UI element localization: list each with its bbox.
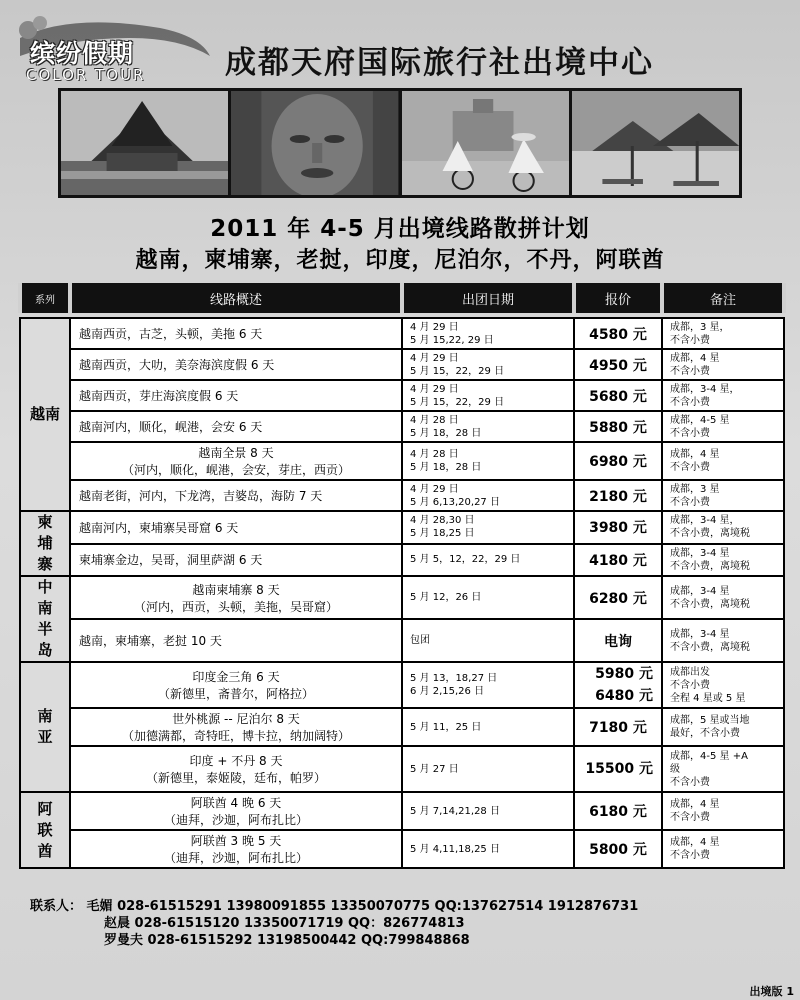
departure-dates: 4 月 29 日 5 月 15，22，29 日 — [402, 349, 574, 380]
remarks: 成都，4-5 星 +A 级 不含小费 — [662, 746, 784, 792]
category-uae: 阿联酋 — [20, 792, 70, 868]
stone-face-photo — [231, 91, 398, 195]
departure-dates: 5 月 12，26 日 — [402, 576, 574, 619]
table-row — [20, 411, 784, 442]
departure-dates: 5 月 13，18,27 日 6 月 2,15,26 日 — [402, 662, 574, 708]
price: 3980 元 — [574, 511, 662, 544]
temple-photo — [61, 91, 228, 195]
remarks: 成都，4 星 不含小费 — [662, 792, 784, 830]
price: 电询 — [574, 619, 662, 662]
header-series: 系列 — [20, 283, 70, 313]
remarks: 成都，4 星 不含小费 — [662, 349, 784, 380]
departure-dates: 5 月 4,11,18,25 日 — [402, 830, 574, 868]
departure-dates: 包团 — [402, 619, 574, 662]
route-summary: 越南柬埔寨 8 天 （河内，西贡，头顿，美拖，吴哥窟） — [70, 576, 402, 619]
price: 4180 元 — [574, 544, 662, 577]
remarks: 成都，3 星 不含小费 — [662, 480, 784, 511]
price: 5800 元 — [574, 830, 662, 868]
table-header-row — [20, 283, 784, 313]
remarks: 成都，4 星 不含小费 — [662, 830, 784, 868]
logo-chinese-text: 缤纷假期 — [30, 39, 135, 68]
logo-english-text: COLOR TOUR — [26, 66, 146, 84]
price: 5680 元 — [574, 380, 662, 411]
table-row — [20, 746, 784, 792]
table-row — [20, 708, 784, 746]
price: 6280 元 — [574, 576, 662, 619]
price: 6180 元 — [574, 792, 662, 830]
departure-dates: 5 月 27 日 — [402, 746, 574, 792]
route-summary: 印度 + 不丹 8 天 （新德里，泰姬陵，廷布，帕罗） — [70, 746, 402, 792]
departure-dates: 4 月 28 日 5 月 18，28 日 — [402, 411, 574, 442]
route-summary: 越南老街，河内，下龙湾，吉婆岛，海防 7 天 — [70, 480, 402, 511]
departure-dates: 4 月 29 日 5 月 6,13,20,27 日 — [402, 480, 574, 511]
table-row — [20, 544, 784, 577]
remarks: 成都，4 星 不含小费 — [662, 442, 784, 480]
departure-dates: 5 月 11，25 日 — [402, 708, 574, 746]
destinations-subtitle: 越南，柬埔寨，老挝，印度，尼泊尔，不丹，阿联酋 — [135, 248, 665, 273]
table-row — [20, 318, 784, 349]
header-price: 报价 — [574, 283, 662, 313]
departure-dates: 4 月 28,30 日 5 月 18,25 日 — [402, 511, 574, 544]
route-summary: 越南河内，柬埔寨吴哥窟 6 天 — [70, 511, 402, 544]
table-row — [20, 442, 784, 480]
remarks: 成都，3-4 星 不含小费，离境税 — [662, 576, 784, 619]
departure-dates: 4 月 29 日 5 月 15,22, 29 日 — [402, 318, 574, 349]
contact-label: 联系人： — [30, 899, 83, 914]
price: 5980 元 6480 元 — [574, 662, 662, 708]
route-summary: 阿联酋 4 晚 6 天 （迪拜，沙迦，阿布扎比） — [70, 792, 402, 830]
remarks: 成都出发 不含小费 全程 4 星或 5 星 — [662, 662, 784, 708]
plan-title: 2011 年 4-5 月出境线路散拼计划 — [210, 216, 590, 242]
page-label: 出境版 1 — [749, 985, 794, 998]
table-row — [20, 480, 784, 511]
remarks: 成都，5 星或当地 最好，不含小费 — [662, 708, 784, 746]
table-row — [20, 380, 784, 411]
category-vietnam: 越南 — [20, 318, 70, 511]
header-dates: 出团日期 — [402, 283, 574, 313]
table-row — [20, 662, 784, 708]
table-row — [20, 576, 784, 619]
departure-dates: 5 月 7,14,21,28 日 — [402, 792, 574, 830]
contact-line-1 — [30, 898, 638, 915]
contact-person-2: 赵晨 028-61515120 13350071719 QQ：826774813 — [104, 916, 465, 931]
price: 5880 元 — [574, 411, 662, 442]
cyclists-photo — [402, 91, 569, 195]
price: 15500 元 — [574, 746, 662, 792]
route-summary: 越南西贡，古芝，头顿，美拖 6 天 — [70, 318, 402, 349]
color-tour-logo — [10, 8, 215, 88]
price: 4950 元 — [574, 349, 662, 380]
remarks: 成都，4-5 星 不含小费 — [662, 411, 784, 442]
remarks: 成都，3 星， 不含小费 — [662, 318, 784, 349]
departure-dates: 4 月 28 日 5 月 18，28 日 — [402, 442, 574, 480]
category-cambodia: 柬埔寨 — [20, 511, 70, 576]
remarks: 成都，3-4 星 不含小费，离境税 — [662, 544, 784, 577]
price: 7180 元 — [574, 708, 662, 746]
header-route: 线路概述 — [70, 283, 402, 313]
route-summary: 越南西贡，芽庄海滨度假 6 天 — [70, 380, 402, 411]
beach-umbrella-photo — [572, 91, 739, 195]
route-summary: 越南全景 8 天 （河内，顺化，岘港，会安，芽庄，西贡） — [70, 442, 402, 480]
price: 6980 元 — [574, 442, 662, 480]
remarks: 成都，3-4 星， 不含小费，离境税 — [662, 511, 784, 544]
table-row — [20, 792, 784, 830]
route-summary: 越南西贡，大叻，美奈海滨度假 6 天 — [70, 349, 402, 380]
price: 2180 元 — [574, 480, 662, 511]
departure-dates: 5 月 5，12，22，29 日 — [402, 544, 574, 577]
route-summary: 越南河内，顺化，岘港，会安 6 天 — [70, 411, 402, 442]
route-summary: 印度金三角 6 天 （新德里，斋普尔，阿格拉） — [70, 662, 402, 708]
category-indochina: 中南半岛 — [20, 576, 70, 662]
contact-person-1: 毛媚 028-61515291 13980091855 13350070775 QQ:137627514 1912876731 — [86, 899, 639, 914]
table-row — [20, 619, 784, 662]
route-summary: 柬埔寨金边，吴哥，洞里萨湖 6 天 — [70, 544, 402, 577]
remarks: 成都，3-4 星 不含小费，离境税 — [662, 619, 784, 662]
contact-info — [30, 898, 638, 949]
header-note: 备注 — [662, 283, 784, 313]
departure-dates: 4 月 29 日 5 月 15，22，29 日 — [402, 380, 574, 411]
table-row — [20, 830, 784, 868]
route-summary: 世外桃源 -- 尼泊尔 8 天 （加德满都，奇特旺，博卡拉，纳加阔特） — [70, 708, 402, 746]
route-summary: 越南，柬埔寨，老挝 10 天 — [70, 619, 402, 662]
price: 4580 元 — [574, 318, 662, 349]
table-row — [20, 511, 784, 544]
photo-banner — [58, 88, 742, 198]
table-row — [20, 349, 784, 380]
category-south-asia: 南亚 — [20, 662, 70, 792]
route-summary: 阿联酋 3 晚 5 天 （迪拜，沙迦，阿布扎比） — [70, 830, 402, 868]
routes-table — [18, 283, 786, 869]
agency-name: 成都天府国际旅行社出境中心 — [225, 45, 654, 81]
contact-person-3: 罗曼夫 028-61515292 13198500442 QQ:799848868 — [104, 933, 470, 948]
remarks: 成都，3-4 星， 不含小费 — [662, 380, 784, 411]
